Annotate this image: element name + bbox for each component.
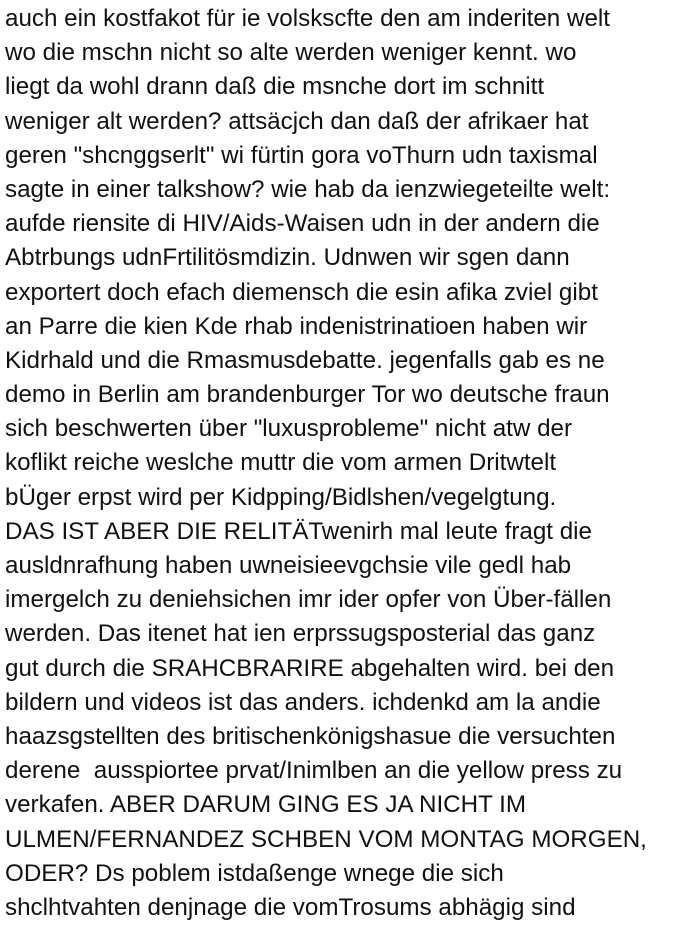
text-line: auch ein kostfakot für ie volsksc​fte den am inderiten welt <box>5 5 610 32</box>
text-line: sich beschwerten über "luxusprobleme" nicht atw der <box>5 415 573 443</box>
text-line: koflikt reiche weslche muttr die vom armen Dritwtelt <box>5 449 557 477</box>
text-line: imergelch zu deniehsichen imr ider opfer von Über-fällen <box>5 586 612 614</box>
text-line: an Parre die kien Kde rhab indenistrinatioen haben wir <box>5 312 588 340</box>
text-line: verkafen. ABER DARUM GING ES JA NICHT IM <box>5 791 527 819</box>
text-line: geren "shcnggserlt" wi fürtin gora voThurn udn taxismal <box>5 141 598 169</box>
text-line: weniger alt werden? attsäcjch dan daß der afrikaer hat <box>5 107 589 135</box>
text-line: ODER? Ds poblem istdaßenge wnege die sich <box>5 859 504 887</box>
text-line: liegt da wohl drann daß die msnche dort im schnitt <box>5 73 545 101</box>
text-line: aufde riensite di HIV/Aids-Waisen udn in der andern die <box>5 210 600 238</box>
text-line: haazsgstellten des britischenkönigshasue die versuchten <box>5 722 616 750</box>
text-line: Abtrbungs udnFrtilitösmdizin. Udnwen wir sgen dann <box>5 244 570 272</box>
text-line: exportert doch efach diemensch die esin afika zviel gibt <box>5 278 598 306</box>
text-line: sagte in einer talkshow? wie hab da ienzwiegeteilte welt: <box>5 175 611 203</box>
text-line: wo die mschn nicht so alte werden weniger kennt. wo <box>5 39 577 67</box>
text-line: bÜger erpst wird per Kidpping/Bidlshen/vegelgtung. <box>5 483 557 511</box>
text-line: bildern und videos ist das anders. ichdenkd am la andie <box>5 688 601 716</box>
text-line: Kidrhald und die Rmasmusdebatte. jegenfalls gab es ne <box>5 346 605 374</box>
text-line: ausldnrafhung haben uwneisieevgchsie vile gedl hab <box>5 552 572 579</box>
text-line: ULMEN/FERNANDEZ SCHBEN VOM MONTAG MORGEN, <box>5 825 647 853</box>
text-line: werden. Das itenet hat ien erprssugsposterial das ganz <box>5 620 596 648</box>
text-line: gut durch die SRAHCBRARIRE abgehalten wird. bei den <box>5 654 615 682</box>
text-line: DAS IST ABER DIE RELITÄTwenirh mal leute fragt die <box>5 517 593 545</box>
text-line: demo in Berlin am brandenburger Tor wo deutsche fraun <box>5 381 610 409</box>
text-line: derene ausspiortee prvat/Inimlben an die yellow press zu <box>5 757 623 785</box>
text-line: shclhtvahten denjnage die vomTrosums abhägig sind <box>5 893 576 921</box>
